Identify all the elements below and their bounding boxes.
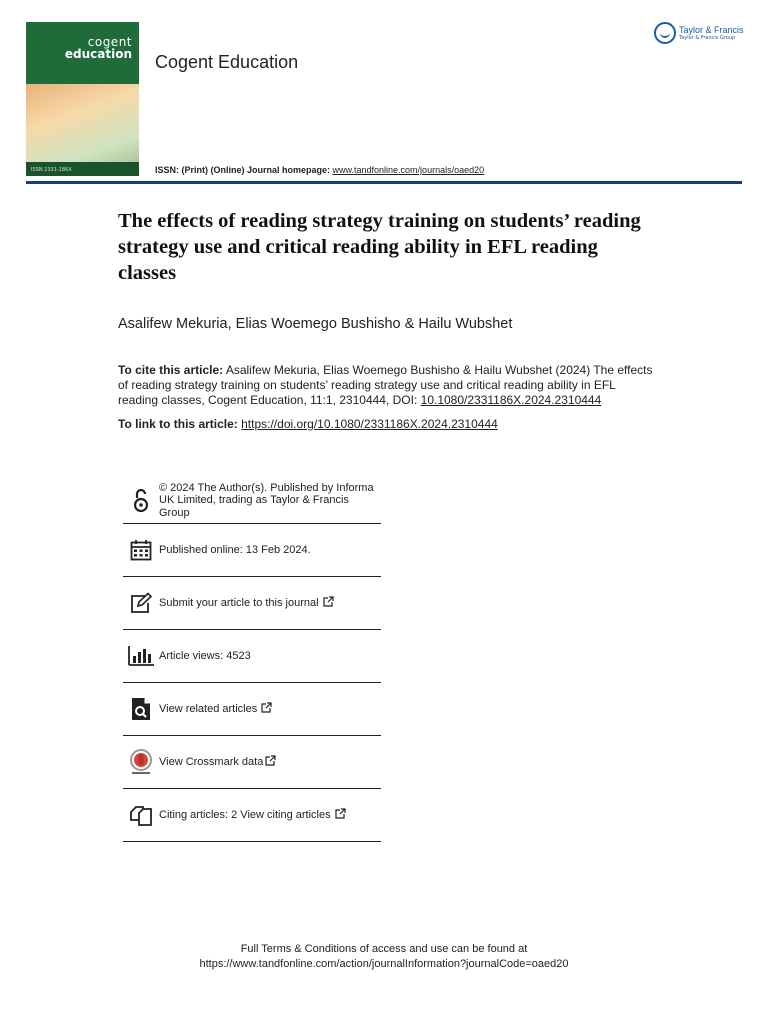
- crossmark-label: View Crossmark data: [159, 755, 264, 768]
- view-related-link[interactable]: [159, 702, 381, 717]
- publisher-logo: [654, 22, 744, 44]
- citing-row[interactable]: [123, 789, 381, 842]
- related-search-icon: [123, 697, 159, 721]
- published-row: [123, 524, 381, 577]
- crossmark-icon: [123, 749, 159, 775]
- terms-line: Full Terms & Conditions of access and use can be found at: [240, 943, 528, 955]
- publisher-logo-name: Taylor & Francis: [679, 25, 744, 35]
- related-row[interactable]: [123, 683, 381, 736]
- taylor-francis-icon: [654, 22, 676, 44]
- article-title: The effects of reading strategy training on students’ reading strategy use and critical reading ability in EFL reading classes: [118, 210, 641, 284]
- publisher-logo-sub: Taylor & Francis Group: [679, 35, 736, 41]
- crossmark-link[interactable]: [159, 755, 381, 770]
- issn-label: ISSN: (Print) (Online) Journal homepage:: [155, 165, 333, 175]
- open-access-icon: [123, 488, 159, 514]
- views-row: [123, 630, 381, 683]
- license-text: © 2024 The Author(s). Published by Informa UK Limited, trading as Taylor & Francis Group: [159, 481, 374, 519]
- article-authors: Asalifew Mekuria, Elias Woemego Bushisho & Hailu Wubshet: [118, 316, 513, 332]
- citing-articles-link[interactable]: [159, 808, 381, 823]
- published-date: Published online: 13 Feb 2024.: [159, 543, 311, 556]
- submit-row[interactable]: [123, 577, 381, 630]
- header-divider: [26, 181, 742, 184]
- cover-issn: ISSN 2331-186X: [31, 167, 72, 173]
- cover-title-line2: education: [64, 47, 132, 61]
- journal-homepage-link[interactable]: www.tandfonline.com/journals/oaed20: [332, 165, 485, 175]
- citing-articles-icon: [123, 803, 159, 827]
- edit-article-icon: [123, 592, 159, 614]
- submit-article-label: Submit your article to this journal: [159, 596, 319, 609]
- journal-name: Cogent Education: [155, 52, 299, 72]
- citation-block: [118, 363, 658, 408]
- terms-footer: [0, 942, 768, 972]
- cite-text: Asalifew Mekuria, Elias Woemego Bushisho & Hailu Wubshet (2024) The effects of reading strategy training on students’ reading strategy use and critical reading ability in EFL reading classes, Cogent Education, 11:1, 2310444, DOI:: [118, 363, 653, 407]
- doi-link[interactable]: 10.1080/2331186X.2024.2310444: [420, 393, 602, 407]
- citing-articles-label: Citing articles: 2 View citing articles: [159, 808, 331, 821]
- external-link-icon: [323, 596, 334, 611]
- cite-label: To cite this article:: [118, 363, 224, 377]
- terms-url[interactable]: https://www.tandfonline.com/action/journalInformation?journalCode=oaed20: [199, 958, 569, 970]
- article-views: Article views: 4523: [159, 649, 251, 662]
- license-row: [123, 478, 381, 524]
- issn-homepage-line: [155, 165, 484, 175]
- submit-article-link[interactable]: [159, 596, 381, 611]
- crossmark-row[interactable]: [123, 736, 381, 789]
- journal-cover-image: [26, 22, 139, 176]
- article-link-line: [118, 417, 498, 431]
- article-doi-url[interactable]: https://doi.org/10.1080/2331186X.2024.2310444: [241, 417, 498, 431]
- article-info-list: [123, 478, 381, 842]
- link-label: To link to this article:: [118, 417, 242, 431]
- bar-chart-icon: [123, 646, 159, 666]
- cover-title-line1: cogent: [87, 35, 132, 49]
- external-link-icon: [335, 808, 346, 823]
- view-related-label: View related articles: [159, 702, 258, 715]
- external-link-icon: [265, 755, 276, 770]
- calendar-icon: [123, 539, 159, 561]
- external-link-icon: [261, 702, 272, 717]
